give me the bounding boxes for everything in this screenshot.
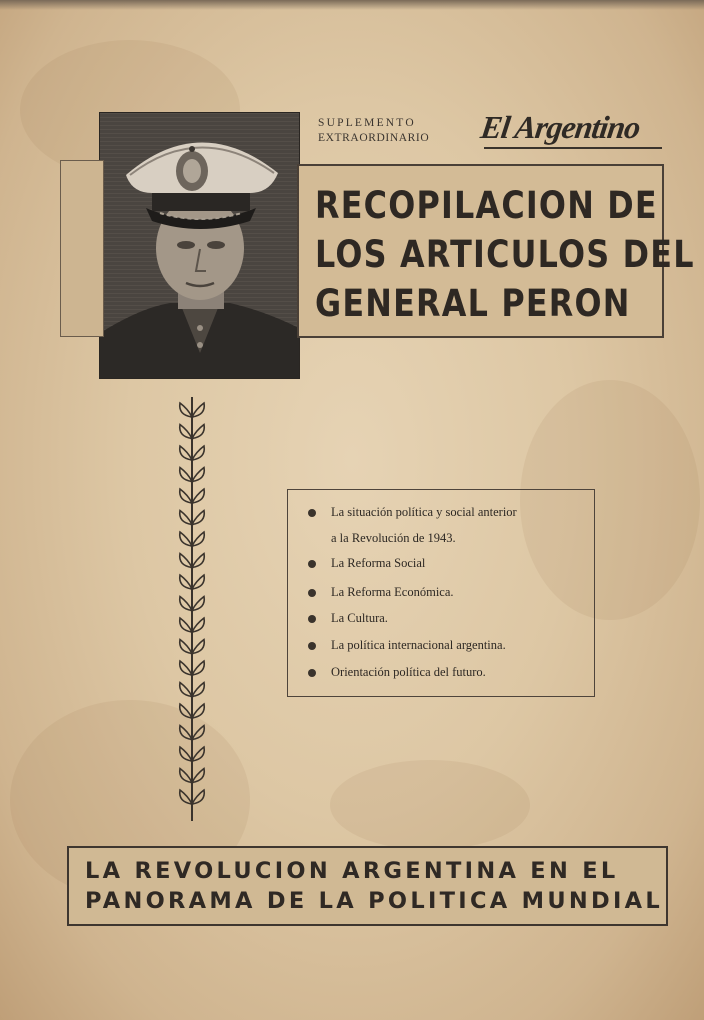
- wheat-leaf: [180, 511, 192, 525]
- wheat-leaf: [192, 532, 204, 546]
- wheat-leaf: [180, 489, 192, 503]
- wheat-leaf: [192, 704, 204, 718]
- contents-item-5: La política internacional argentina.: [331, 638, 506, 652]
- wheat-leaf: [180, 403, 192, 417]
- wheat-leaf: [180, 661, 192, 675]
- wheat-leaf: [180, 425, 192, 439]
- wheat-leaf: [192, 575, 204, 589]
- bullet-icon: [308, 615, 316, 623]
- bullet-icon: [308, 509, 316, 517]
- wheat-leaf: [192, 554, 204, 568]
- wheat-leaf: [180, 683, 192, 697]
- contents-item-4: La Cultura.: [331, 611, 388, 625]
- supplement-label: [318, 116, 429, 146]
- wheat-leaf: [192, 403, 204, 417]
- wheat-leaf: [192, 446, 204, 460]
- banner-line-2: PANORAMA DE LA POLITICA MUNDIAL: [85, 888, 664, 914]
- wheat-leaf: [180, 618, 192, 632]
- wheat-leaf: [180, 790, 192, 804]
- bullet-icon: [308, 669, 316, 677]
- wheat-leaf: [180, 726, 192, 740]
- wheat-leaf: [192, 468, 204, 482]
- wheat-leaf: [192, 683, 204, 697]
- paper-stain: [330, 760, 530, 850]
- wheat-leaf: [192, 511, 204, 525]
- contents-item-1-line1: La situación política y social anterior: [331, 505, 517, 519]
- wheat-leaf: [192, 425, 204, 439]
- portrait-illustration: [99, 112, 300, 379]
- title-backing-panel: [60, 160, 104, 337]
- bullet-icon: [308, 642, 316, 650]
- contents-box: [287, 489, 595, 697]
- wheat-leaf: [180, 747, 192, 761]
- wheat-leaf: [180, 532, 192, 546]
- wheat-stalk-icon: [160, 395, 224, 828]
- wheat-leaf: [192, 618, 204, 632]
- bullet-icon: [308, 589, 316, 597]
- wheat-leaf: [192, 661, 204, 675]
- wheat-leaf: [180, 575, 192, 589]
- title-line-2: LOS ARTICULOS DEL: [315, 233, 695, 276]
- wheat-leaf: [192, 790, 204, 804]
- wheat-leaf: [180, 554, 192, 568]
- title-box: [297, 164, 695, 338]
- title-line-3: GENERAL PERON: [315, 282, 631, 325]
- bullet-icon: [308, 560, 316, 568]
- wheat-leaf: [180, 704, 192, 718]
- banner-line-1: LA REVOLUCION ARGENTINA EN EL: [85, 858, 619, 884]
- wheat-leaf: [192, 640, 204, 654]
- contents-item-1-line2: a la Revolución de 1943.: [331, 531, 456, 545]
- bottom-banner: [67, 846, 668, 926]
- wheat-leaf: [180, 446, 192, 460]
- cover-top-edge: [0, 0, 704, 10]
- wheat-leaf: [192, 769, 204, 783]
- contents-item-3: La Reforma Económica.: [331, 585, 454, 599]
- wheat-leaf: [192, 726, 204, 740]
- supplement-label-line2: EXTRAORDINARIO: [318, 132, 430, 144]
- wheat-leaf: [192, 489, 204, 503]
- wheat-leaf: [180, 468, 192, 482]
- wheat-leaf: [180, 769, 192, 783]
- wheat-leaf: [180, 640, 192, 654]
- wheat-leaf: [180, 597, 192, 611]
- contents-item-6: Orientación política del futuro.: [331, 665, 486, 679]
- wheat-leaf: [192, 597, 204, 611]
- supplement-label-line1: SUPLEMENTO: [318, 117, 416, 129]
- masthead-underline: [484, 147, 662, 149]
- contents-item-2: La Reforma Social: [331, 556, 426, 570]
- title-line-1: RECOPILACION DE: [315, 184, 658, 227]
- newspaper-masthead: El Argentino: [478, 109, 643, 145]
- wheat-leaf: [192, 747, 204, 761]
